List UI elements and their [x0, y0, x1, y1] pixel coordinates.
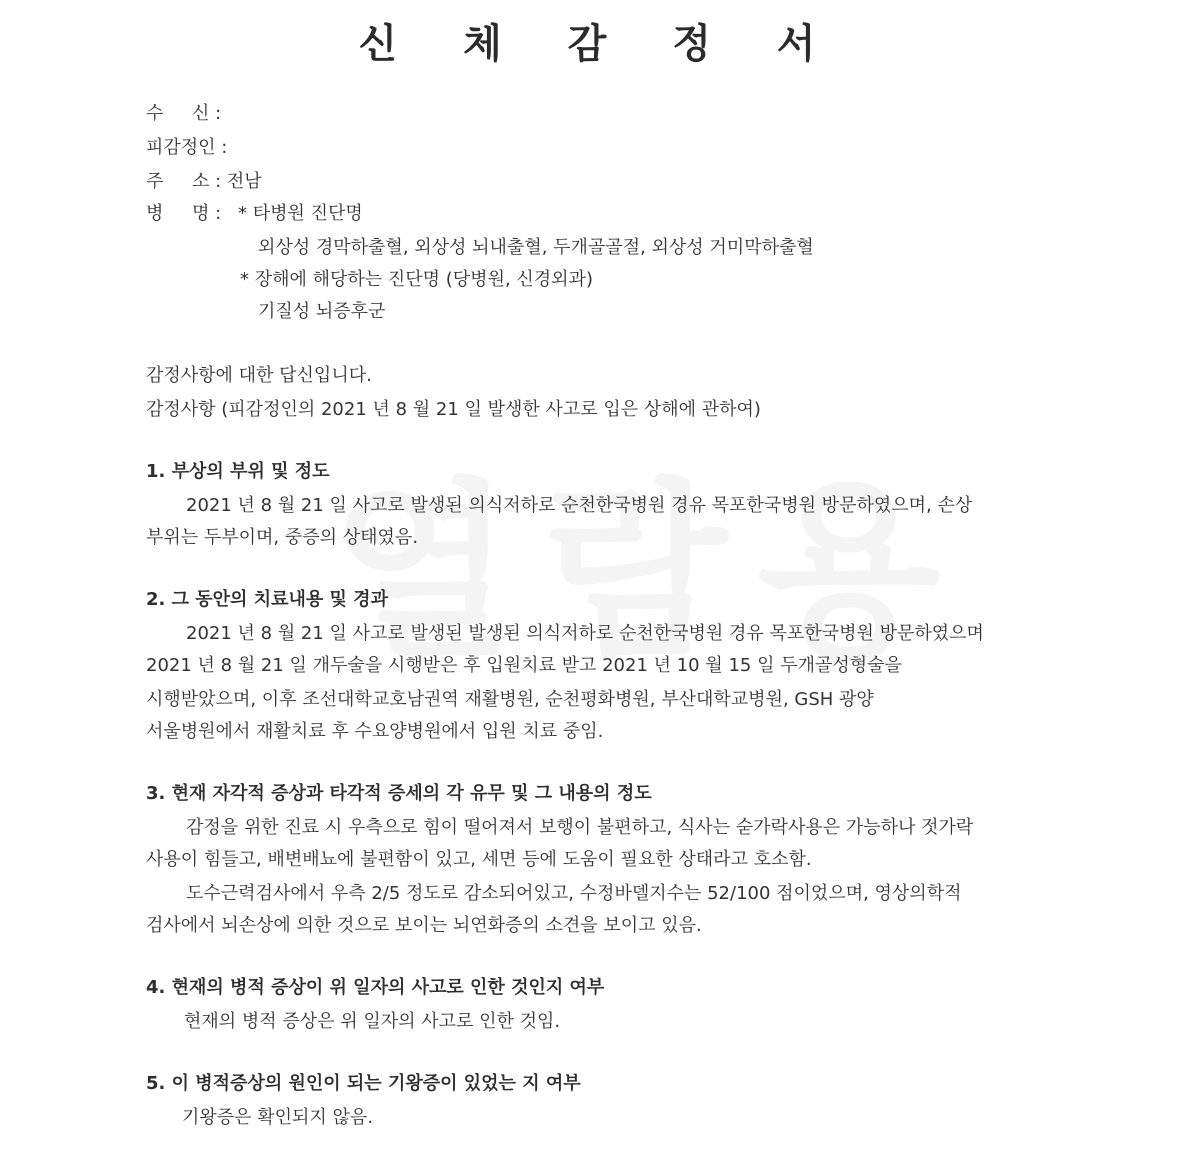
section-3-line: 감정을 위한 진료 시 우측으로 힘이 떨어져서 보행이 불편하고, 식사는 숟가락사용은 가능하나 젓가락: [186, 817, 974, 838]
disease-field: [146, 202, 221, 226]
subject-field: [146, 136, 227, 160]
section-2-line: 시행받았으며, 이후 조선대학교호남권역 재활병원, 순천평화병원, 부산대학교병원, GSH 광양: [146, 689, 874, 710]
disease-label-b: 명 :: [192, 203, 222, 224]
section-4-heading: 4. 현재의 병적 증상이 위 일자의 사고로 인한 것인지 여부: [146, 977, 605, 998]
recipient-label-a: 수: [146, 103, 164, 124]
intro-line-1: 감정사항에 대한 답신입니다.: [146, 365, 372, 386]
section-3-line: 사용이 힘들고, 배변배뇨에 불편함이 있고, 세면 등에 도움이 필요한 상태라고 호소함.: [146, 849, 812, 870]
section-3-heading: 3. 현재 자각적 증상과 타각적 증세의 각 유무 및 그 내용의 정도: [146, 783, 652, 804]
section-3-line: 도수근력검사에서 우측 2/5 정도로 감소되어있고, 수정바델지수는 52/100 점이었으며, 영상의학적: [186, 883, 962, 904]
disability-title: * 장해에 해당하는 진단명 (당병원, 신경외과): [240, 269, 593, 290]
section-1-line: 부위는 두부이며, 중증의 상태였음.: [146, 527, 419, 548]
section-5-heading: 5. 이 병적증상의 원인이 되는 기왕증이 있었는 지 여부: [146, 1073, 581, 1094]
disease-label-a: 병: [146, 203, 164, 224]
section-2-line: 2021 년 8 월 21 일 개두술을 시행받은 후 입원치료 받고 2021 년 10 월 15 일 두개골성형술을: [146, 655, 902, 676]
section-1-line: 2021 년 8 월 21 일 사고로 발생된 의식저하로 순천한국병원 경유 목포한국병원 방문하였으며, 손상: [186, 495, 973, 516]
address-label-a: 주: [146, 171, 164, 192]
intro-line-2: 감정사항 (피감정인의 2021 년 8 월 21 일 발생한 사고로 입은 상해에 관하여): [146, 399, 761, 420]
recipient-label-b: 신 :: [192, 103, 222, 124]
section-2-line: 2021 년 8 월 21 일 사고로 발생된 발생된 의식저하로 순천한국병원 경유 목포한국병원 방문하였으며: [186, 623, 984, 644]
subject-label: 피감정인 :: [146, 137, 228, 158]
document-title: 신 체 감 정 서: [358, 21, 842, 67]
address-label-b: 소 : 전남: [192, 171, 262, 192]
section-2-heading: 2. 그 동안의 치료내용 및 경과: [146, 589, 388, 610]
section-2-line: 서울병원에서 재활치료 후 수요양병원에서 입원 치료 중임.: [146, 721, 604, 742]
other-hospital-diagnosis: 외상성 경막하출혈, 외상성 뇌내출혈, 두개골골절, 외상성 거미막하출혈: [258, 237, 814, 258]
other-hospital-title: * 타병원 진단명: [238, 203, 363, 224]
section-5-line: 기왕증은 확인되지 않음.: [182, 1107, 374, 1128]
address-field: [146, 170, 262, 194]
watermark: [330, 420, 971, 693]
section-1-heading: 1. 부상의 부위 및 정도: [146, 461, 330, 482]
section-4-line: 현재의 병적 증상은 위 일자의 사고로 인한 것임.: [184, 1011, 561, 1032]
recipient-field: [146, 102, 221, 126]
section-3-line: 검사에서 뇌손상에 의한 것으로 보이는 뇌연화증의 소견을 보이고 있음.: [146, 915, 702, 936]
disability-diagnosis: 기질성 뇌증후군: [258, 301, 386, 322]
